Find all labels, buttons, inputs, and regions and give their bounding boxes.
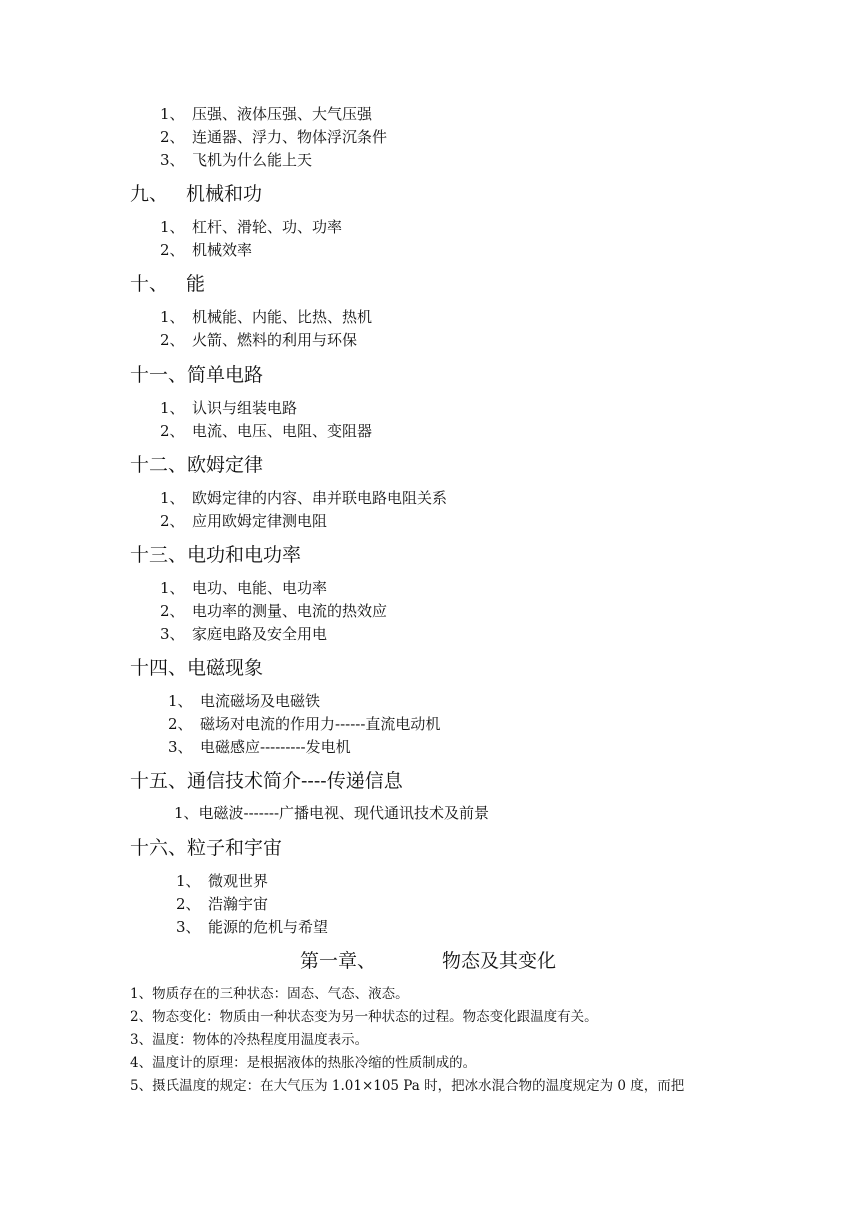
item-text: 飞机为什么能上天 [192, 151, 313, 169]
list-item [160, 424, 372, 439]
item-text: 机械效率 [192, 241, 253, 259]
section-heading [130, 366, 263, 385]
paragraph: 4、温度计的原理：是根据液体的热胀冷缩的性质制成的。 [130, 1055, 477, 1071]
section-heading [130, 659, 263, 678]
section-number: 十二、 [130, 454, 188, 476]
item-number: 2、 [160, 128, 185, 146]
item-text: 压强、液体压强、大气压强 [192, 105, 373, 123]
item-number: 2、 [176, 895, 201, 913]
item-number: 1、 [160, 489, 185, 507]
item-number: 2、 [168, 715, 193, 733]
list-item [176, 920, 328, 935]
list-item [160, 514, 327, 529]
item-text: 家庭电路及安全用电 [192, 625, 328, 643]
list-item [160, 333, 357, 348]
item-number: 3、 [176, 918, 201, 936]
section-title: 欧姆定律 [187, 454, 264, 476]
paragraph: 5、摄氏温度的规定：在大气压为 1.01×105 Pa 时，把冰水混合物的温度规定为 0 度，而把 [130, 1078, 685, 1094]
paragraph: 3、温度：物体的冷热程度用温度表示。 [130, 1032, 369, 1048]
section-heading [130, 456, 263, 475]
item-text: 磁场对电流的作用力------直流电动机 [200, 715, 441, 733]
section-title: 简单电路 [187, 364, 264, 386]
list-item [168, 694, 320, 709]
item-text: 电功、电能、电功率 [192, 579, 328, 597]
item-number: 3、 [160, 625, 185, 643]
section-title: 能 [186, 273, 206, 295]
item-text: 连通器、浮力、物体浮沉条件 [192, 128, 388, 146]
list-item [160, 130, 387, 145]
list-item [168, 740, 351, 755]
item-text: 微观世界 [208, 872, 269, 890]
item-text: 机械能、内能、比热、热机 [192, 308, 373, 326]
list-item [168, 717, 440, 732]
item-number: 1、 [168, 692, 193, 710]
list-item [176, 874, 268, 889]
item-number: 3、 [168, 738, 193, 756]
section-number: 十六、 [130, 837, 188, 859]
list-item [160, 310, 372, 325]
list-item [160, 581, 327, 596]
item-number: 2、 [160, 422, 185, 440]
item-text: 杠杆、滑轮、功、功率 [192, 218, 343, 236]
section-heading [130, 185, 262, 204]
list-item [174, 806, 489, 821]
list-item [160, 604, 387, 619]
section-heading [130, 772, 403, 791]
chapter-heading [300, 952, 556, 971]
list-item [160, 220, 342, 235]
item-number: 3、 [160, 151, 185, 169]
item-text: 电流、电压、电阻、变阻器 [192, 422, 373, 440]
list-item [160, 243, 252, 258]
section-number: 九、 [130, 183, 169, 205]
item-number: 1、 [160, 105, 185, 123]
item-number: 1、 [160, 579, 185, 597]
item-number: 1、 [160, 399, 185, 417]
chapter-title: 物态及其变化 [442, 950, 557, 972]
section-title: 电功和电功率 [187, 544, 302, 566]
item-number: 2、 [160, 512, 185, 530]
list-item [160, 491, 447, 506]
section-title: 电磁现象 [187, 657, 264, 679]
item-text: 浩瀚宇宙 [208, 895, 269, 913]
paragraph: 2、物态变化：物质由一种状态变为另一种状态的过程。物态变化跟温度有关。 [130, 1009, 598, 1025]
item-number: 1、 [176, 872, 201, 890]
item-number: 1、 [174, 804, 199, 822]
item-text: 欧姆定律的内容、串并联电路电阻关系 [192, 489, 448, 507]
section-number: 十、 [130, 273, 169, 295]
section-heading [130, 839, 282, 858]
item-text: 电功率的测量、电流的热效应 [192, 602, 388, 620]
list-item [160, 153, 312, 168]
item-number: 1、 [160, 308, 185, 326]
item-text: 认识与组装电路 [192, 399, 298, 417]
list-item [160, 107, 372, 122]
chapter-number: 第一章、 [300, 950, 377, 972]
item-text: 电磁感应---------发电机 [200, 738, 351, 756]
paragraph: 1、物质存在的三种状态：固态、气态、液态。 [130, 986, 409, 1002]
section-heading [130, 275, 205, 294]
item-number: 2、 [160, 241, 185, 259]
section-title: 粒子和宇宙 [187, 837, 283, 859]
section-heading [130, 546, 301, 565]
item-number: 1、 [160, 218, 185, 236]
section-number: 十一、 [130, 364, 188, 386]
list-item [160, 401, 297, 416]
section-title: 通信技术简介----传递信息 [187, 770, 403, 792]
item-text: 电流磁场及电磁铁 [200, 692, 321, 710]
item-text: 应用欧姆定律测电阻 [192, 512, 328, 530]
item-text: 电磁波-------广播电视、现代通讯技术及前景 [198, 804, 490, 822]
section-number: 十五、 [130, 770, 188, 792]
item-text: 能源的危机与希望 [208, 918, 329, 936]
list-item [176, 897, 268, 912]
item-number: 2、 [160, 602, 185, 620]
section-title: 机械和功 [186, 183, 263, 205]
section-number: 十四、 [130, 657, 188, 679]
item-number: 2、 [160, 331, 185, 349]
item-text: 火箭、燃料的利用与环保 [192, 331, 358, 349]
section-number: 十三、 [130, 544, 188, 566]
list-item [160, 627, 327, 642]
